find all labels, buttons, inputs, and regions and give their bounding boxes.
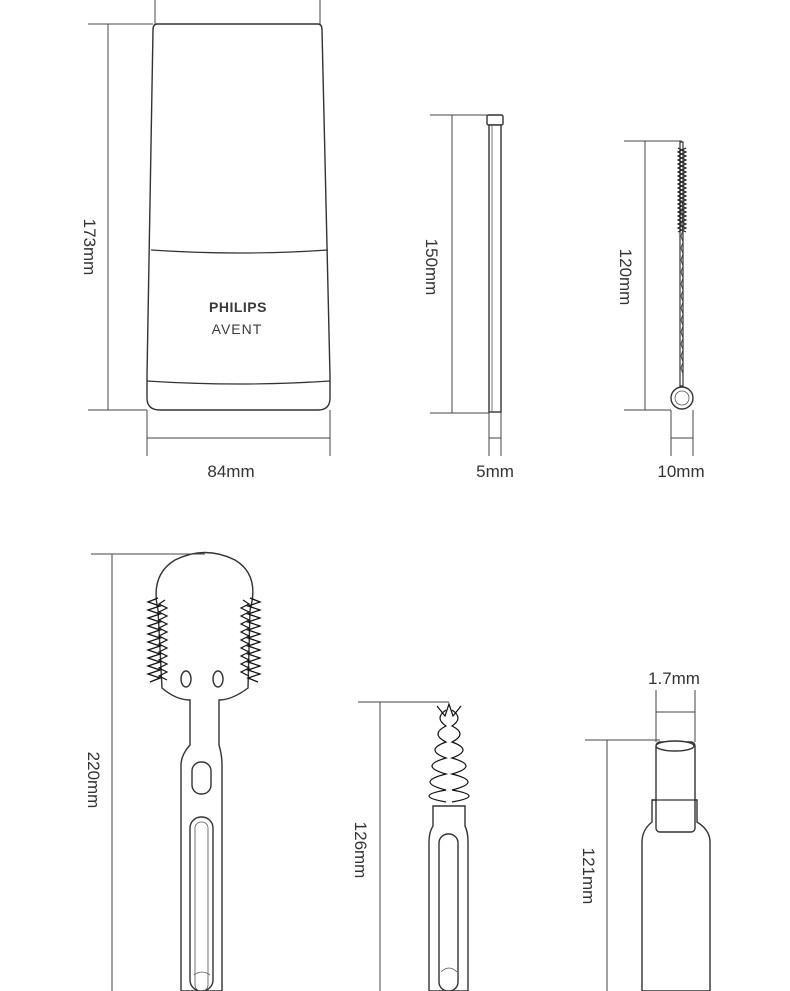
straw-height-dimension [422,115,489,413]
straw-rod [487,115,503,412]
bottle-brush-height-label: 220mm [84,751,103,809]
tube-brush [642,741,710,991]
straw-height-label: 150mm [422,238,441,296]
straw-width-dimension [476,412,514,481]
bottle-brush [148,553,260,991]
case-height-label: 173mm [80,218,99,276]
tube-brush-tip-label: 1.7mm [648,669,700,688]
teat-brush [671,142,693,409]
case-width-label: 84mm [207,462,255,481]
tube-brush-tip-dimension [648,669,700,742]
brand-subname: AVENT [211,321,263,337]
nipple-brush-height-label: 126mm [351,821,370,879]
tube-brush-height-label: 121mm [579,847,598,905]
teat-brush-height-dimension [616,141,682,410]
brand-name: PHILIPS [209,299,267,315]
teat-brush-height-label: 120mm [616,248,635,306]
teat-brush-width-label: 10mm [657,462,705,481]
teat-brush-width-dimension [657,410,704,481]
storage-case [147,24,330,410]
case-width-dimension [147,410,330,481]
straw-width-label: 5mm [476,462,514,481]
nipple-brush [429,704,469,991]
